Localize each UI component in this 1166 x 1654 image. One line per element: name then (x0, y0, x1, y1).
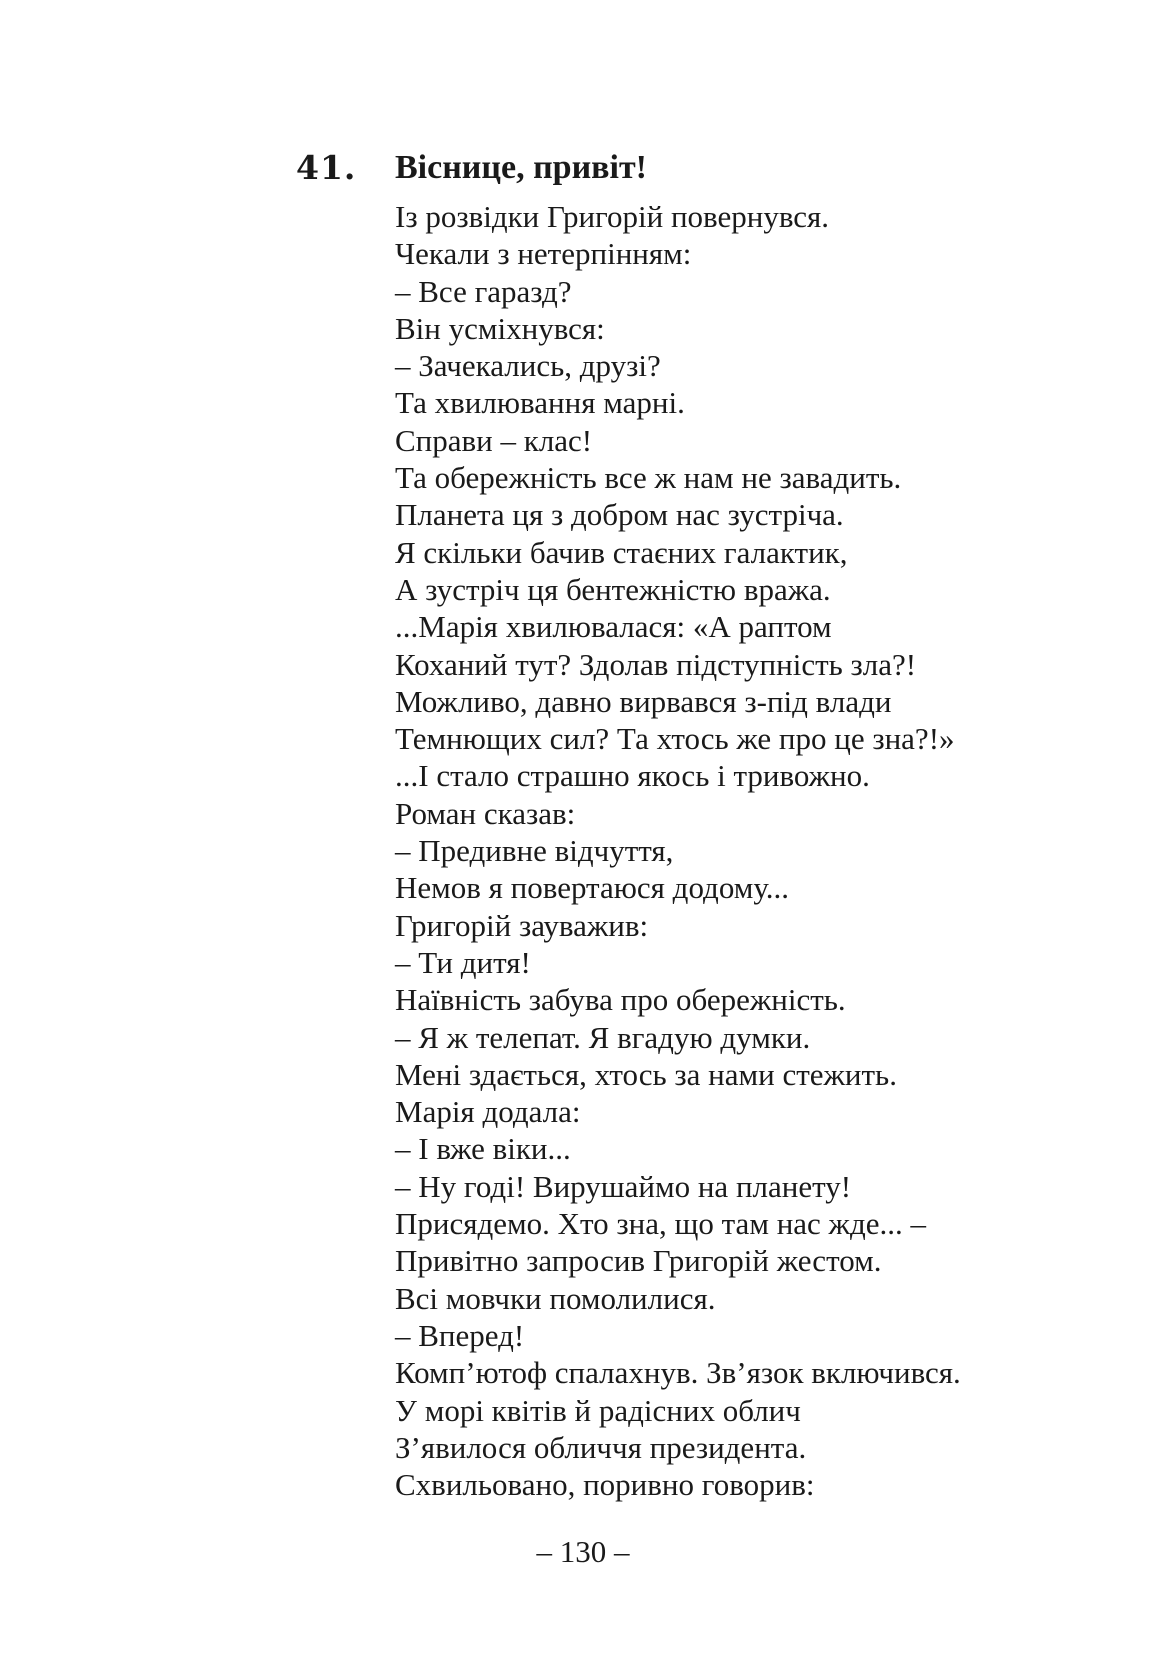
poem-line: А зустріч ця бентежністю вража. (395, 571, 831, 607)
poem-line: З’явилося обличчя президента. (395, 1429, 807, 1465)
poem-line: – Ну годі! Вирушаймо на планету! (395, 1168, 852, 1204)
poem-line: Можливо, давно вирвався з-під влади (395, 683, 892, 719)
poem-line: – Я ж телепат. Я вгадую думки. (395, 1019, 811, 1055)
poem-line: – Все гаразд? (395, 273, 572, 309)
poem-line: Я скільки бачив стаєних галактик, (395, 534, 848, 570)
poem-line: Привітно запросив Григорій жестом. (395, 1243, 882, 1279)
poem-line: Та хвилювання марні. (395, 385, 685, 421)
poem-line: Темнющих сил? Та хтось же про це зна?!» (395, 721, 955, 757)
poem-line: Мені здається, хтось за нами стежить. (395, 1056, 897, 1092)
poem-line: Чекали з нетерпінням: (395, 236, 692, 272)
poem-line: Справи – клас! (395, 422, 593, 458)
poem-line: – Вперед! (395, 1317, 525, 1353)
poem-line: Комп’ютоф спалахнув. Зв’язок включився. (395, 1355, 961, 1391)
poem-line: Всі мовчки помолилися. (395, 1280, 716, 1316)
chapter-title: Віснице, привіт! (395, 149, 647, 186)
poem-line: Марія додала: (395, 1094, 581, 1130)
poem-line: Немов я повертаюся додому... (395, 870, 789, 906)
poem-line: Із розвідки Григорій повернувся. (395, 199, 830, 234)
poem-line: Він усміхнувся: (395, 310, 605, 346)
chapter-number: 41. (296, 148, 357, 187)
poem-line: – Ти дитя! (395, 944, 531, 980)
poem-line: Присядемо. Хто зна, що там нас жде... – (395, 1206, 926, 1242)
poem-line: ...І стало страшно якось і тривожно. (395, 758, 870, 794)
poem-line: Роман сказав: (395, 795, 576, 831)
poem-line: Схвильовано, поривно говорив: (395, 1467, 815, 1503)
poem-line: – Предивне відчуття, (395, 833, 674, 869)
poem-line: Планета ця з добром нас зустріча. (395, 497, 844, 533)
poem-line: – Зачекались, друзі? (395, 348, 661, 384)
poem-line: Наївність забува про обережність. (395, 982, 846, 1018)
poem-text (395, 198, 961, 1503)
poem-line: – І вже віки... (395, 1131, 571, 1167)
poem-line: У морі квітів й радісних облич (395, 1392, 801, 1428)
poem-line: Коханий тут? Здолав підступність зла?! (395, 646, 917, 682)
poem-line: Григорій зауважив: (395, 907, 649, 943)
poem-line: Та обережність все ж нам не завадить. (395, 460, 902, 496)
page-number: – 130 – (536, 1534, 630, 1569)
poem-line: ...Марія хвилювалася: «А раптом (395, 609, 832, 645)
